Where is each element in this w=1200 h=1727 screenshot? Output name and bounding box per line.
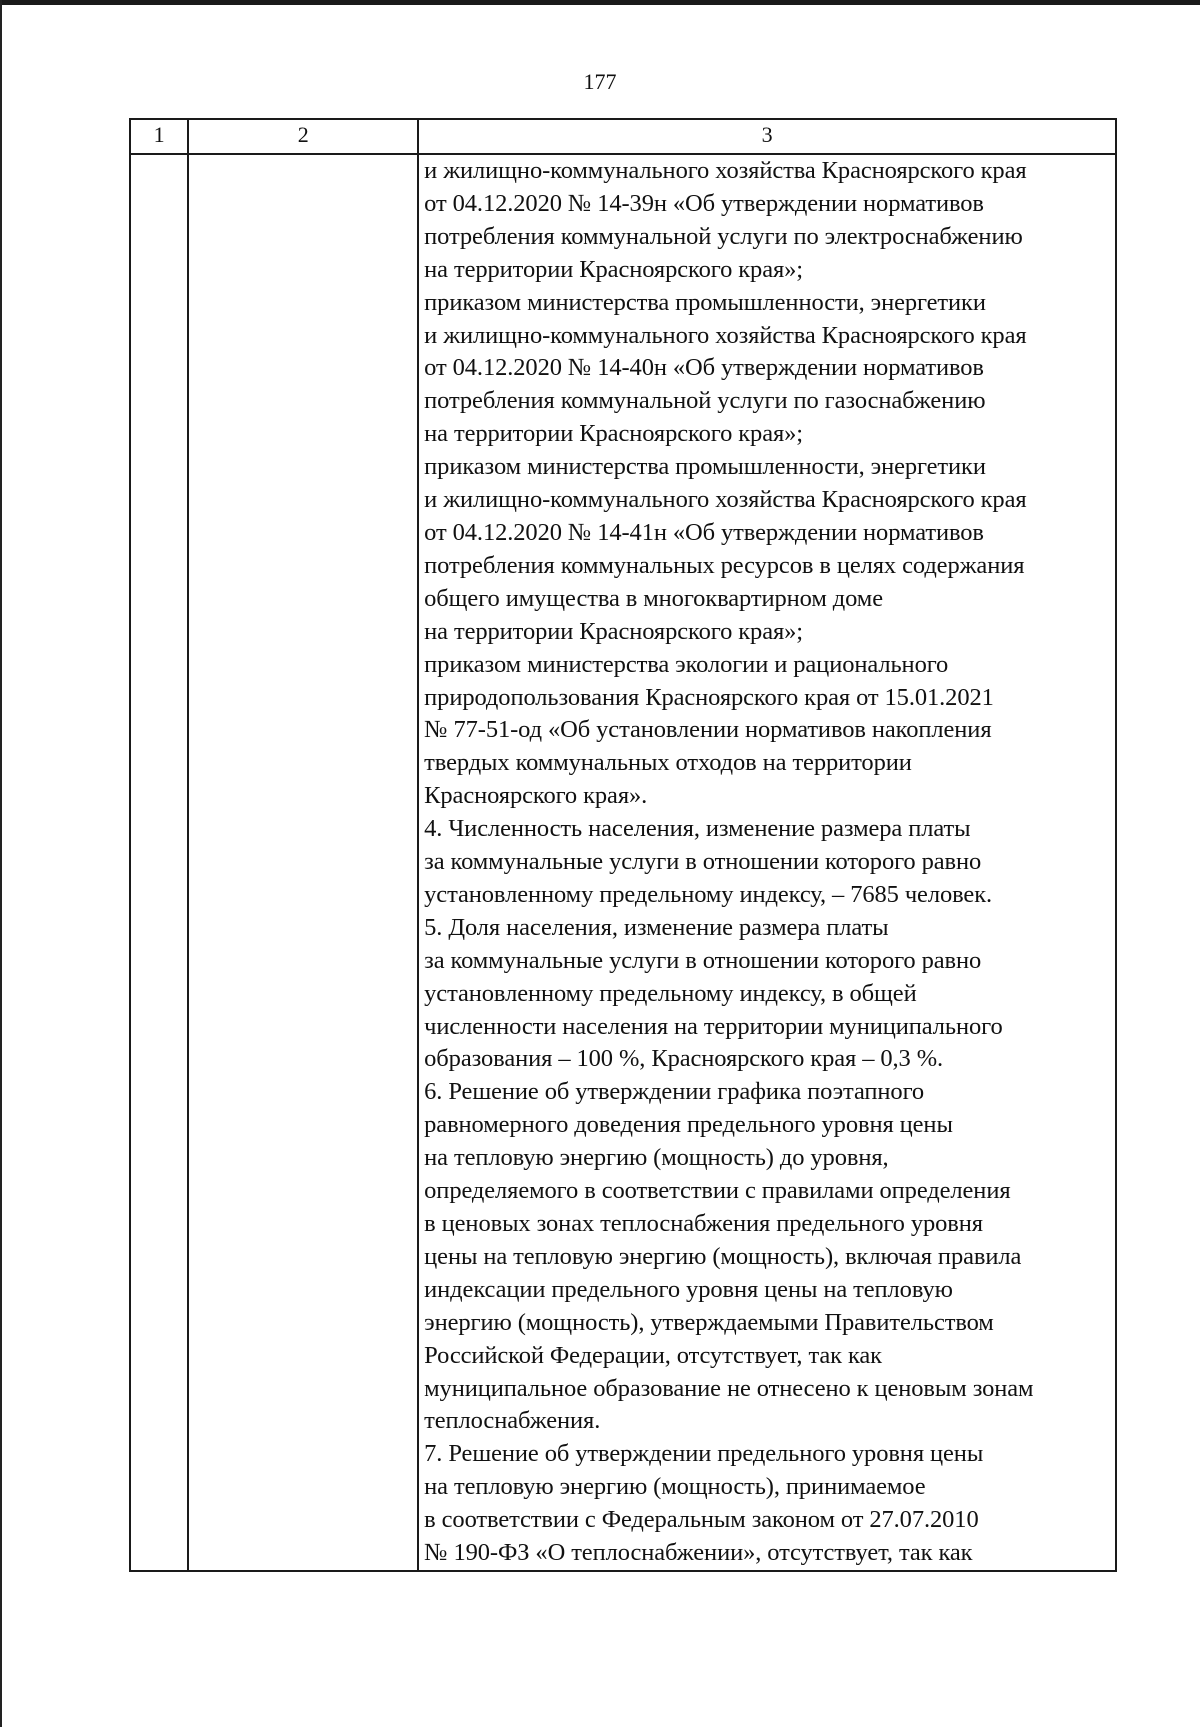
text-line: на тепловую энергию (мощность), принимаемое — [424, 1473, 926, 1501]
text-line: потребления коммунальной услуги по газоснабжению — [424, 387, 986, 415]
text-line: установленному предельному индексу, – 7685 человек. — [424, 880, 993, 908]
content-text — [424, 155, 1115, 1570]
text-line: 4. Численность населения, изменение размера платы — [424, 815, 971, 843]
text-line: определяемого в соответствии с правилами определения — [424, 1177, 1011, 1205]
text-line: Российской Федерации, отсутствует, так как — [424, 1341, 882, 1369]
text-line: 6. Решение об утверждении графика поэтапного — [424, 1078, 925, 1106]
text-line: твердых коммунальных отходов на территории — [424, 749, 912, 777]
scan-top-edge — [0, 0, 1200, 5]
text-line: от 04.12.2020 № 14-39н «Об утверждении нормативов — [424, 189, 984, 217]
text-line: от 04.12.2020 № 14-40н «Об утверждении нормативов — [424, 354, 984, 382]
text-line: на территории Красноярского края»; — [424, 255, 803, 283]
text-line: 5. Доля населения, изменение размера платы — [424, 913, 889, 941]
column-header-1: 1 — [130, 119, 188, 154]
text-line: образования – 100 %, Красноярского края – 0,3 %. — [424, 1045, 944, 1073]
text-line: энергию (мощность), утверждаемыми Правительством — [424, 1308, 994, 1336]
text-line: в ценовых зонах теплоснабжения предельного уровня — [424, 1210, 983, 1237]
text-line: потребления коммунальных ресурсов в целях содержания — [424, 551, 1025, 579]
column-header-2: 2 — [188, 119, 418, 154]
text-line: на территории Красноярского края»; — [424, 617, 803, 645]
text-line: общего имущества в многоквартирном доме — [424, 584, 883, 612]
text-line: равномерного доведения предельного уровня цены — [424, 1111, 953, 1139]
cell-column-3 — [418, 154, 1116, 1571]
table-header-row — [130, 119, 1116, 154]
column-header-3: 3 — [418, 119, 1116, 154]
text-line: на тепловую энергию (мощность) до уровня, — [424, 1144, 889, 1172]
text-line: 7. Решение об утверждении предельного уровня цены — [424, 1440, 984, 1468]
text-line: цены на тепловую энергию (мощность), включая правила — [424, 1242, 1022, 1270]
text-line: за коммунальные услуги в отношении которого равно — [424, 946, 982, 974]
text-line: приказом министерства экологии и рационального — [424, 650, 949, 678]
text-line: установленному предельному индексу, в общей — [424, 979, 917, 1007]
text-line: Красноярского края». — [424, 782, 648, 810]
text-line: и жилищно-коммунального хозяйства Красноярского края — [424, 321, 1027, 349]
text-line: за коммунальные услуги в отношении которого равно — [424, 848, 982, 876]
text-line: № 190-ФЗ «О теплоснабжении», отсутствует, так как — [424, 1539, 973, 1567]
text-line: природопользования Красноярского края от 15.01.2021 — [424, 683, 994, 711]
text-line: муниципальное образование не отнесено к ценовым зонам — [424, 1374, 1034, 1402]
page-number: 177 — [583, 69, 617, 94]
text-line: и жилищно-коммунального хозяйства Красноярского края — [424, 157, 1027, 184]
text-line: теплоснабжения. — [424, 1407, 601, 1435]
text-line: индексации предельного уровня цены на тепловую — [424, 1275, 953, 1303]
text-line: численности населения на территории муниципального — [424, 1012, 1003, 1040]
text-line: № 77-51-од «Об установлении нормативов накопления — [424, 716, 992, 744]
scan-left-edge — [0, 0, 2, 1727]
text-line: и жилищно-коммунального хозяйства Красноярского края — [424, 486, 1027, 514]
text-line: потребления коммунальной услуги по электроснабжению — [424, 222, 1023, 250]
text-line: в соответствии с Федеральным законом от 27.07.2010 — [424, 1506, 979, 1534]
text-line: приказом министерства промышленности, энергетики — [424, 288, 986, 316]
cell-column-1 — [130, 154, 188, 1571]
text-line: от 04.12.2020 № 14-41н «Об утверждении нормативов — [424, 518, 984, 546]
table-row — [130, 154, 1116, 1571]
text-line: на территории Красноярского края»; — [424, 420, 803, 448]
document-table — [129, 118, 1117, 1572]
cell-column-2 — [188, 154, 418, 1571]
text-line: приказом министерства промышленности, энергетики — [424, 453, 986, 481]
